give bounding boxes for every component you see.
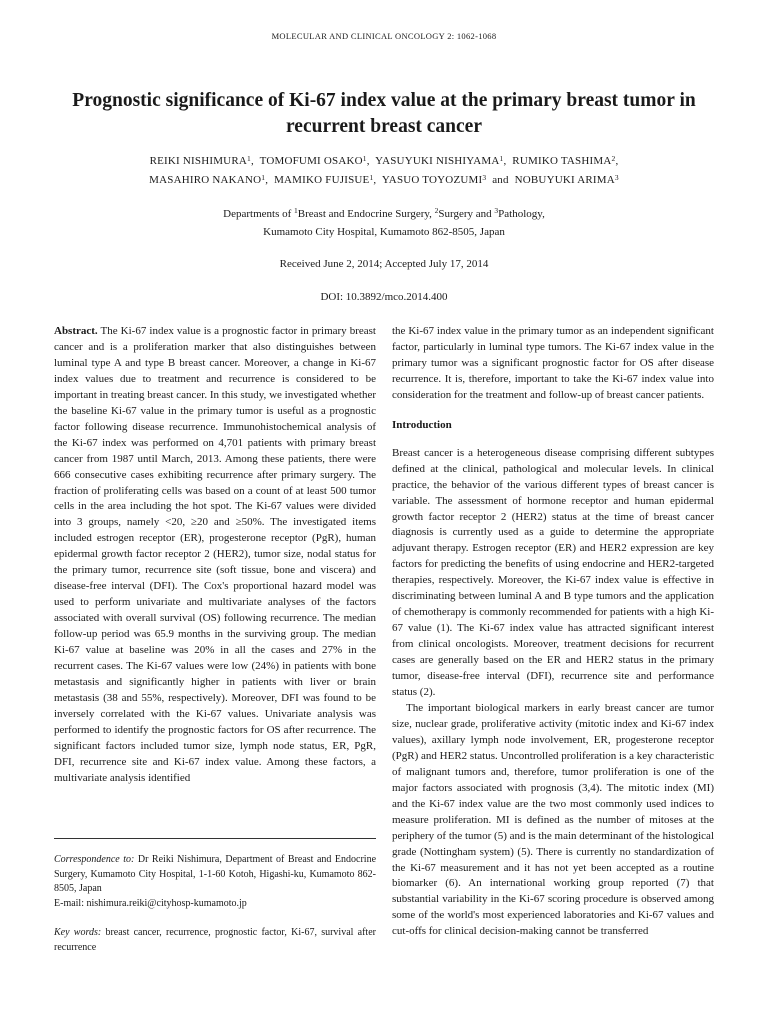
- author-name: MAMIKO FUJISUE: [274, 174, 370, 186]
- left-column: [54, 324, 376, 787]
- author-name: NOBUYUKI ARIMA: [514, 174, 615, 186]
- affiliation-mark: 2: [434, 206, 439, 215]
- author-conjunction: and: [492, 174, 509, 186]
- abstract-label: Abstract.: [54, 325, 98, 337]
- author-list: REIKI NISHIMURA$^1$, TOMOFUMI OSAKO$^1$, YASUYUKI NISHIYAMA$^1$, RUMIKO TASHIMA$^2$, MASAHIRO NAKANO$^1$, MAMIKO FUJISUE$^1$, YASUO TOYOZUMI$^3$ and NOBUYUKI ARIMA$^3$: [149, 154, 619, 186]
- journal-header: MOLECULAR AND CLINICAL ONCOLOGY 2: 1062-1068: [271, 31, 497, 41]
- author-name: YASUYUKI NISHIYAMA: [375, 155, 500, 167]
- correspondence: [54, 853, 376, 911]
- article-title: Prognostic significance of Ki-67 index value at the primary breast tumor in recurrent breast cancer: [72, 90, 696, 137]
- author-affiliation-mark: 3: [482, 173, 487, 182]
- correspondence-text: Dr Reiki Nishimura, Department of Breast and Endocrine Surgery, Kumamoto City Hospital, 1-1-60 Kotoh, Higashi-ku, Kumamoto 862-8505, Japan: [54, 854, 377, 894]
- introduction-heading: Introduction: [392, 418, 452, 431]
- abstract-continued: the Ki-67 index value in the primary tumor as an independent significant factor, particularly in luminal type tumors. The Ki-67 index value in the primary tumor was a significant prognostic factor for OS after disease recurrence. It is, therefore, important to take the Ki-67 index value into consideration for the treatment and follow-up of breast cancer patients.: [392, 325, 714, 401]
- keywords-label: Key words:: [54, 927, 102, 938]
- author-affiliation-mark: 1: [261, 173, 266, 182]
- affiliation-department: Breast and Endocrine Surgery,: [297, 208, 435, 220]
- author-affiliation-mark: 1: [247, 154, 251, 163]
- author-affiliation-mark: 2: [611, 154, 616, 163]
- footnote-divider: [54, 838, 376, 839]
- introduction-paragraph-2: The important biological markers in early breast cancer are tumor size, nuclear grade, proliferative activity (mitotic index and Ki-67 index values), axillary lymph node involvement, ER, progesterone receptor (PgR) and HER2 status. Uncontrolled proliferation is a key characteristic of malignant tumors and, therefore, tumor proliferation is one of the major factors associated with prognosis (3,4). The mitotic index (MI) and the Ki-67 index value are the two most commonly used indices to measure proliferation. MI is defined as the number of mitoses at the periphery of the tumor (5) and is the main determinant of the histological grade (Nottingham system) (5). There is currently no standardization of the Ki-67 measurement and it has not yet been accepted as a routine biomarker (6). An international working group reported (7) that substantial variability in the Ki-67 scoring procedure is observed among some of the world's most experienced laboratories and Ki-67 values and cut-offs for clinical decision-making cannot be transferred: [392, 701, 714, 938]
- affiliation-department: Surgery and: [438, 208, 495, 220]
- author-name: REIKI NISHIMURA: [149, 155, 248, 167]
- author-affiliation-mark: 1: [362, 154, 367, 163]
- author-name: RUMIKO TASHIMA: [512, 155, 612, 167]
- keywords: [54, 926, 376, 955]
- received-dates: Received June 2, 2014; Accepted July 17, 2014: [279, 258, 489, 270]
- abstract-paragraph: [54, 324, 376, 787]
- author-name: MASAHIRO NAKANO: [149, 174, 262, 186]
- affiliation-department: Pathology,: [498, 208, 545, 220]
- author-affiliation-mark: 3: [614, 173, 619, 182]
- affiliations: [60, 205, 708, 241]
- keywords-text: breast cancer, recurrence, prognostic factor, Ki-67, survival after recurrence: [54, 927, 376, 953]
- right-column: [392, 324, 714, 940]
- doi: DOI: 10.3892/mco.2014.400: [320, 291, 448, 303]
- affiliation-mark: 3: [494, 206, 499, 215]
- affiliation-address: Kumamoto City Hospital, Kumamoto 862-8505, Japan: [263, 226, 505, 238]
- abstract-text: The Ki-67 index value is a prognostic factor in primary breast cancer and is a proliferation marker that also distinguishes between luminal type A and type B breast cancer. Moreover, a change in Ki-67 index values due to treatment and recurrence is considered to be important in treating breast cancer. In this study, we investigated whether the baseline Ki-67 value in the primary tumor is useful as a prognostic factor following disease recurrence. Immunohistochemical analysis of the Ki-67 index was performed on 4,701 patients with primary breast cancer from 1987 until March, 2013. Among these patients, there were 666 consecutive cases exhibiting recurrence after primary surgery. The fraction of proliferating cells was based on a count of at least 500 tumor cells in the area including the hot spot. The Ki-67 values were divided into 3 groups, namely <20, ≥20 and ≥50%. The investigated items included estrogen receptor (ER), progesterone receptor (PgR), human epidermal growth factor receptor 2 (HER2), tumor size, nodal status for the primary tumor, recurrence site (soft tissue, bone and viscera) and disease-free interval (DFI). The Cox's proportional hazard model was used to perform univariate and multivariate analyses of the factors associated with overall survival (OS) following recurrence. The median follow-up period was 65.9 months in the surviving group. The median Ki-67 value at baseline was 20% in all the cases and 27% in the recurrent cases. The Ki-67 values were low (24%) in patients with bone metastasis and significantly higher in patients with liver or brain metastasis (38 and 55%, respectively). Moreover, DFI was found to be inversely correlated with the Ki-67 values. Univariate analysis was performed to identify the prognostic factors for OS after recurrence. The significant factors included tumor size, lymph node status, ER, PgR, DFI, recurrence site and Ki-67 index value. Among these factors, a multivariate analysis identified: [54, 325, 376, 784]
- correspondence-email: E-mail: nishimura.reiki@cityhosp-kumamoto.jp: [54, 897, 247, 909]
- affiliation-mark: 1: [294, 206, 298, 215]
- author-affiliation-mark: 1: [369, 173, 374, 182]
- author-affiliation-mark: 1: [499, 154, 504, 163]
- author-name: TOMOFUMI OSAKO: [259, 155, 363, 167]
- correspondence-label: Correspondence to:: [54, 854, 135, 865]
- affiliation-prefix: Departments of: [223, 208, 295, 220]
- author-name: YASUO TOYOZUMI: [381, 174, 483, 186]
- introduction-paragraph-1: Breast cancer is a heterogeneous disease comprising different subtypes defined at the clinical, pathological and molecular levels. In clinical practice, the behavior of the various different types of breast cancer is variable. The assessment of hormone receptor and human epidermal growth factor receptor 2 (HER2) status at the time of breast cancer diagnosis is currently used as a guide to determine the appropriate adjuvant therapy. Estrogen receptor (ER) and HER2 expression are key factors for predicting the benefits of using endocrine and HER2-targeted therapies, respectively. Moreover, the Ki-67 index value is effective in discriminating between luminal A and B type tumors and the application of chemotherapy is commonly recommended for patients with a high Ki-67 value (1). The Ki-67 index value has attracted significant interest from clinical oncologists. Moreover, treatment decisions for recurrent cases are generally based on the ER and HER2 status in the primary tumor, disease-free interval (DFI), recurrence site and performance status (2).: [392, 446, 714, 699]
